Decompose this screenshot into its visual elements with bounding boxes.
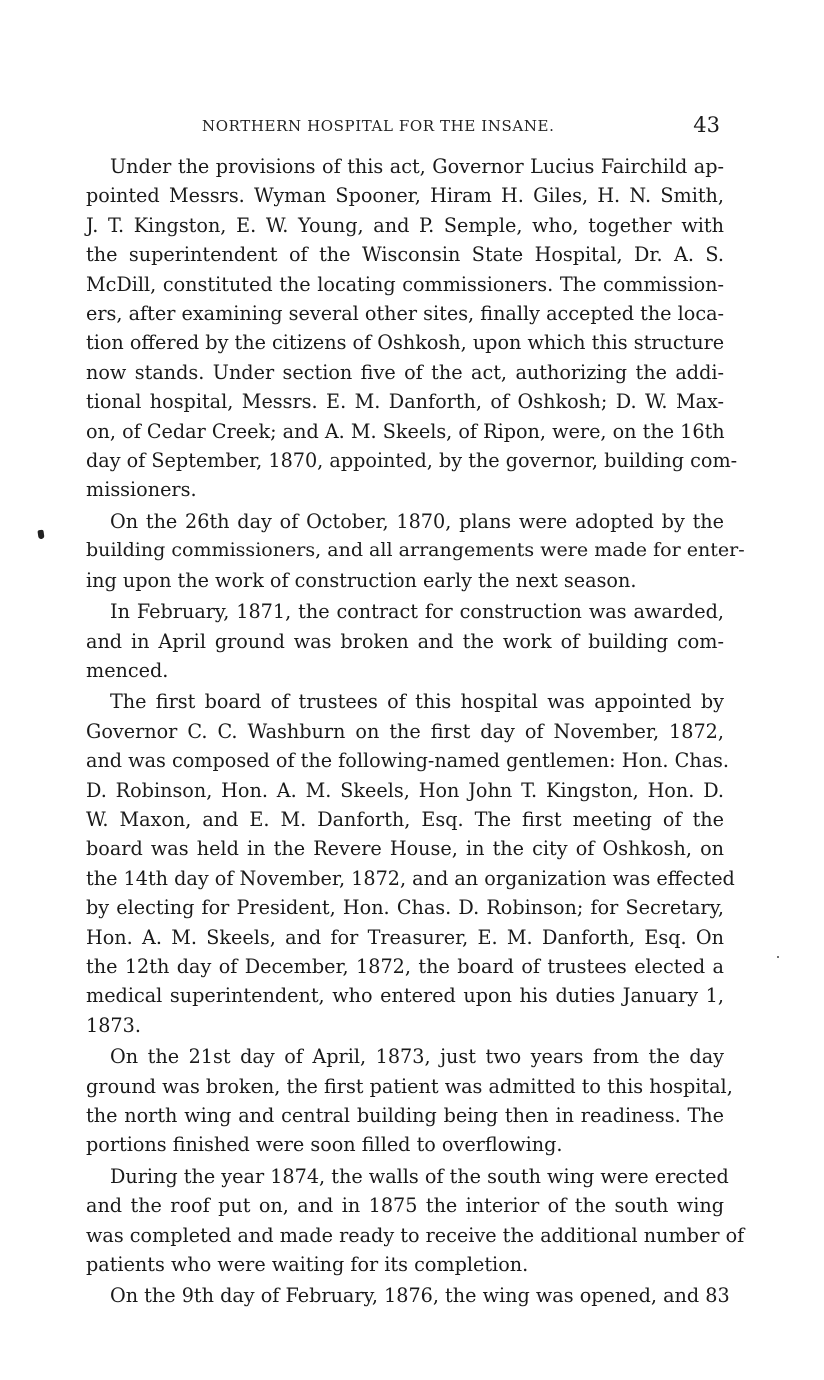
paragraph-4 [62, 687, 735, 1040]
text-line: tional hospital, Messrs. E. M. Danforth, of Oshkosh; D. W. Max- [86, 390, 724, 414]
text-line: menced. [86, 658, 169, 682]
text-line: ing upon the work of construction early the next season. [86, 568, 637, 592]
text-line: now stands. Under section five of the act, authorizing the addi- [86, 360, 724, 384]
paragraph-7 [62, 1281, 730, 1310]
text-line: missioners. [86, 478, 197, 502]
text-line: was completed and made ready to receive the additional number of [86, 1223, 745, 1247]
text-line: the north wing and central building being then in readiness. The [86, 1104, 724, 1127]
text-line: The first board of trustees of this hospital was appointed by [110, 690, 724, 714]
text-line: Hon. A. M. Skeels, and for Treasurer, E. M. Danforth, Esq. On [86, 925, 724, 949]
text-line: building commissioners, and all arrangements were made for enter- [86, 539, 745, 562]
text-line: and the roof put on, and in 1875 the interior of the south wing [86, 1194, 724, 1218]
text-line: Governor C. C. Washburn on the first day of November, 1872, [86, 719, 724, 743]
paper-speck [777, 956, 779, 958]
text-line: and in April ground was broken and the work of building com- [86, 629, 724, 653]
text-line: On the 21st day of April, 1873, just two years from the day [110, 1045, 724, 1069]
text-line: Under the provisions of this act, Governor Lucius Fairchild ap- [110, 155, 724, 178]
paragraph-2 [62, 507, 745, 595]
text-line: In February, 1871, the contract for construction was awarded, [110, 600, 724, 624]
text-line: W. Maxon, and E. M. Danforth, Esq. The first meeting of the [86, 807, 724, 831]
text-line: the 12th day of December, 1872, the board of trustees elected a [86, 954, 724, 978]
text-line: ground was broken, the first patient was admitted to this hospital, [86, 1074, 733, 1098]
text-line: the 14th day of November, 1872, and an organization was effected [86, 866, 735, 890]
text-line: day of September, 1870, appointed, by the governor, building com- [86, 449, 738, 473]
text-line: McDill, constituted the locating commissioners. The commission- [86, 272, 724, 296]
paragraph-5 [62, 1042, 733, 1160]
text-line: D. Robinson, Hon. A. M. Skeels, Hon John T. Kingston, Hon. D. [86, 778, 724, 802]
text-line: board was held in the Revere House, in the city of Oshkosh, on [86, 837, 724, 861]
text-line: pointed Messrs. Wyman Spooner, Hiram H. Giles, H. N. Smith, [86, 184, 724, 208]
paragraph-1 [62, 152, 738, 505]
text-line: and was composed of the following-named gentlemen: Hon. Chas. [86, 749, 729, 773]
text-line: on, of Cedar Creek; and A. M. Skeels, of Ripon, were, on the 16th [86, 419, 725, 443]
running-header [62, 113, 724, 143]
margin-ink-mark [37, 530, 44, 540]
page-number: 43 [693, 113, 720, 137]
text-line: medical superintendent, who entered upon his duties January 1, [86, 984, 724, 1008]
text-line: the superintendent of the Wisconsin State Hospital, Dr. A. S. [86, 243, 724, 267]
text-line: by electing for President, Hon. Chas. D. Robinson; for Secretary, [86, 896, 724, 920]
text-line: J. T. Kingston, E. W. Young, and P. Semple, who, together with [86, 213, 724, 237]
paragraph-3 [62, 597, 724, 685]
body-text [62, 152, 745, 1313]
text-line: patients who were waiting for its completion. [86, 1253, 529, 1277]
text-line: 1873. [86, 1013, 141, 1037]
text-line: portions finished were soon filled to overflowing. [86, 1133, 563, 1157]
text-line: On the 9th day of February, 1876, the wing was opened, and 83 [110, 1284, 730, 1308]
text-line: During the year 1874, the walls of the south wing were erected [110, 1164, 729, 1188]
text-line: ers, after examining several other sites, finally accepted the loca- [86, 302, 724, 326]
text-line: On the 26th day of October, 1870, plans were adopted by the [110, 509, 724, 533]
paragraph-6 [62, 1162, 745, 1280]
text-line: tion offered by the citizens of Oshkosh, upon which this structure [86, 331, 725, 355]
running-title: NORTHERN HOSPITAL FOR THE INSANE. [202, 117, 555, 135]
